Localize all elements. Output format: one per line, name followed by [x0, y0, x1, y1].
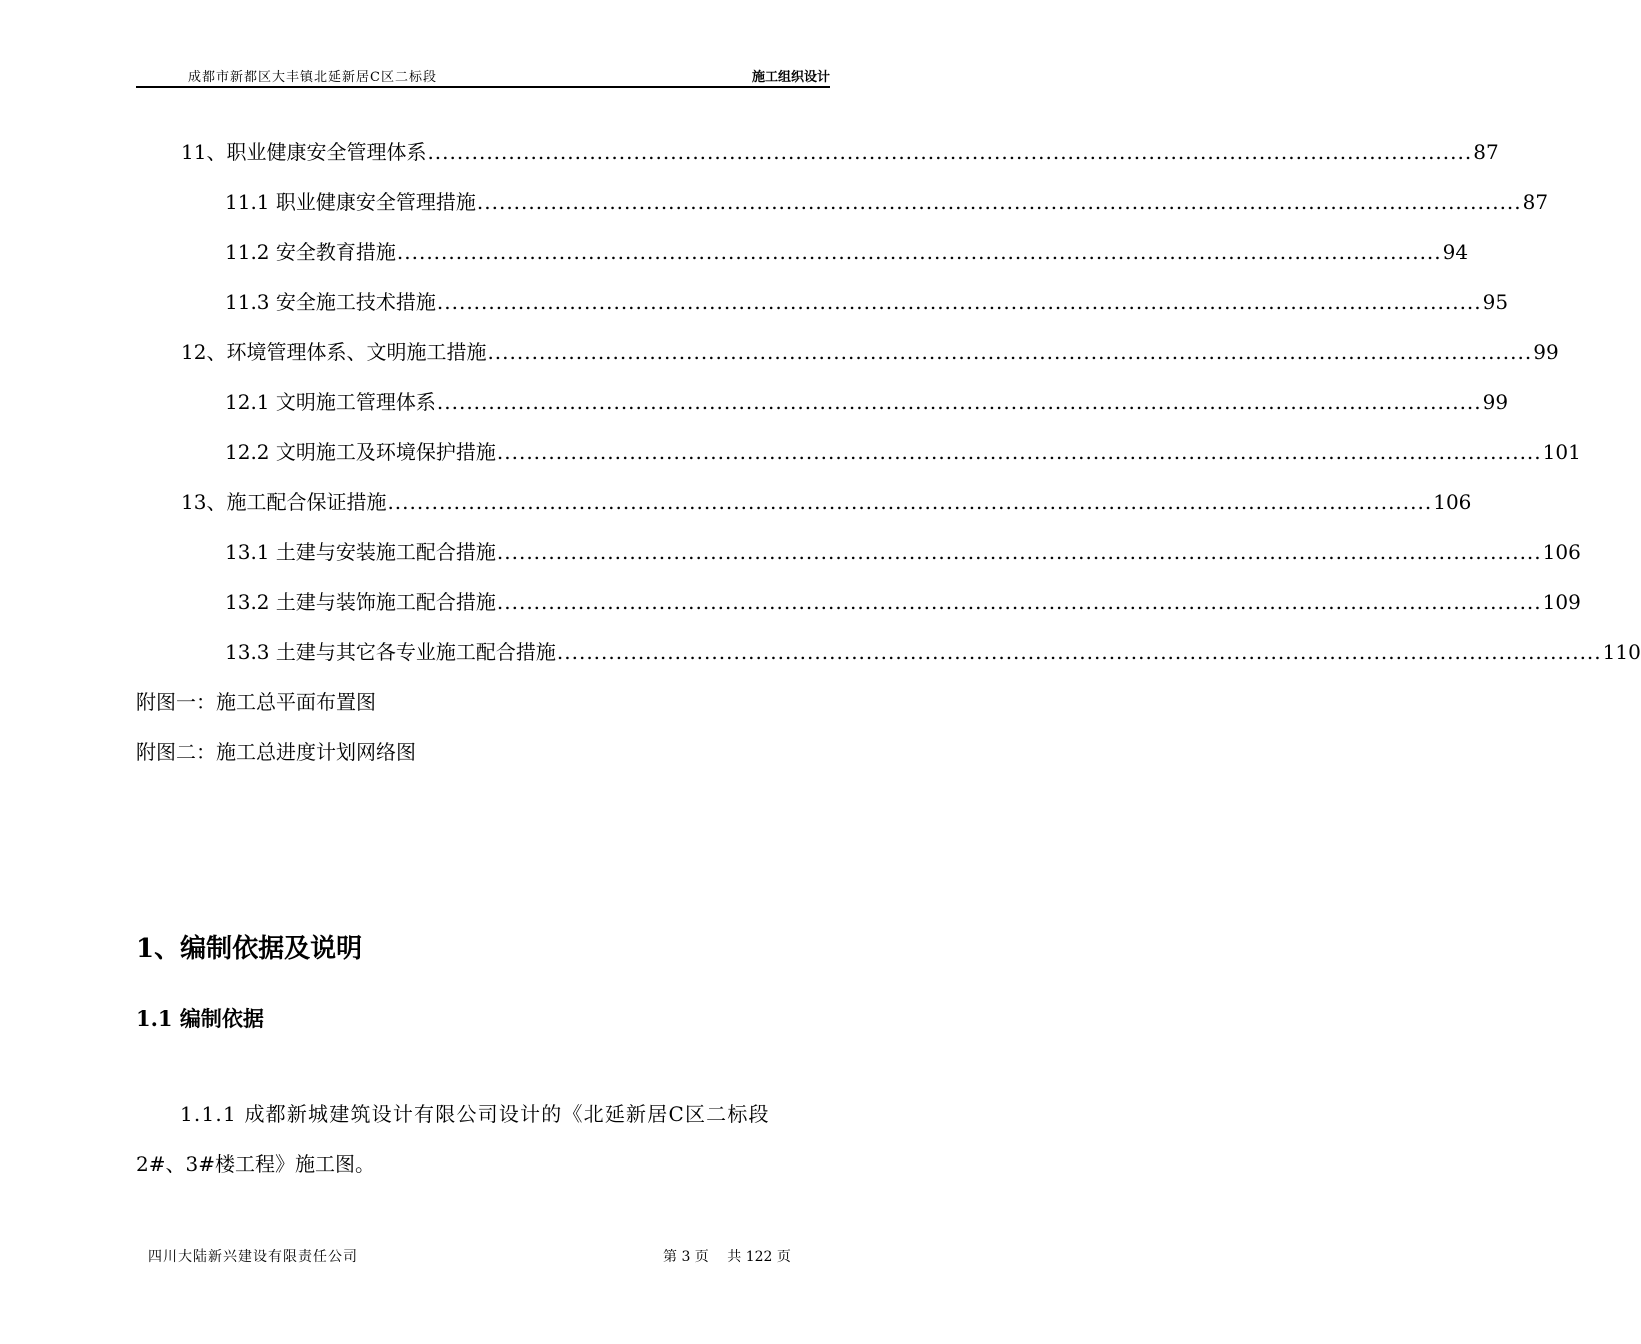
toc-entry[interactable]: [225, 586, 1581, 618]
toc-entry-page: 109: [1542, 590, 1581, 614]
paragraph-line: 2#、3#楼工程》施工图。: [136, 1152, 375, 1176]
footer-company: 四川大陆新兴建设有限责任公司: [148, 1249, 358, 1265]
toc-entry[interactable]: [181, 336, 1559, 368]
paragraph-line: 1.1.1 成都新城建筑设计有限公司设计的《北延新居C区二标段: [180, 1102, 770, 1126]
page-header: [136, 62, 830, 88]
toc-leader-dots: ..............................................................................................................................................: [436, 390, 1482, 414]
toc-entry-page: 87: [1473, 140, 1499, 164]
toc-entry-title: 13、施工配合保证措施: [181, 490, 387, 514]
toc-leader-dots: ..............................................................................................................................................: [427, 140, 1473, 164]
toc-leader-dots: ..............................................................................................................................................: [436, 290, 1482, 314]
toc-entry[interactable]: [225, 186, 1549, 218]
toc-entry-page: 95: [1482, 290, 1509, 314]
toc-leader-dots: ..............................................................................................................................................: [496, 590, 1542, 614]
toc-entry[interactable]: [225, 536, 1581, 568]
toc-entry-title: 11.3 安全施工技术措施: [225, 290, 436, 314]
toc-entry-page: 94: [1442, 240, 1469, 264]
toc-entry-title: 12.2 文明施工及环境保护措施: [225, 440, 496, 464]
toc-entry[interactable]: [225, 386, 1509, 418]
toc-entry-title: 13.3 土建与其它各专业施工配合措施: [225, 640, 556, 664]
toc-entry-page: 99: [1533, 340, 1559, 364]
toc-entry-page: 106: [1542, 540, 1581, 564]
footer-page-number: 第 3 页 共 122 页: [663, 1249, 791, 1265]
toc-leader-dots: ..............................................................................................................................................: [496, 540, 1542, 564]
toc-entry[interactable]: [225, 286, 1509, 318]
toc-entry[interactable]: [181, 136, 1499, 168]
toc-entry[interactable]: [225, 436, 1581, 468]
toc-entry-page: 110: [1602, 640, 1641, 664]
header-document-type: 施工组织设计: [751, 70, 830, 85]
subsection-heading: 1.1 编制依据: [136, 1006, 264, 1031]
toc-leader-dots: ..............................................................................................................................................: [387, 490, 1433, 514]
toc-leader-dots: ..............................................................................................................................................: [496, 440, 1542, 464]
toc-entry-page: 87: [1522, 190, 1549, 214]
toc-entry[interactable]: [225, 236, 1469, 268]
toc-entry[interactable]: [225, 636, 1641, 668]
toc-entry-title: 12、环境管理体系、文明施工措施: [181, 340, 487, 364]
toc-entry-page: 101: [1542, 440, 1581, 464]
toc-entry-title: 11、职业健康安全管理体系: [181, 140, 427, 164]
toc-leader-dots: ..............................................................................................................................................: [487, 340, 1533, 364]
appendix-item: 附图一：施工总平面布置图: [136, 690, 376, 714]
section-heading: 1、编制依据及说明: [136, 934, 363, 964]
toc-entry-title: 12.1 文明施工管理体系: [225, 390, 436, 414]
toc-entry[interactable]: [181, 486, 1472, 518]
toc-leader-dots: ..............................................................................................................................................: [476, 190, 1522, 214]
toc-leader-dots: ..............................................................................................................................................: [396, 240, 1442, 264]
header-project-title: 成都市新都区大丰镇北延新居C区二标段: [188, 70, 437, 85]
toc-entry-page: 106: [1433, 490, 1472, 514]
appendix-item: 附图二：施工总进度计划网络图: [136, 740, 416, 764]
toc-entry-page: 99: [1482, 390, 1509, 414]
toc-entry-title: 11.1 职业健康安全管理措施: [225, 190, 476, 214]
toc-entry-title: 13.2 土建与装饰施工配合措施: [225, 590, 496, 614]
toc-entry-title: 13.1 土建与安装施工配合措施: [225, 540, 496, 564]
toc-leader-dots: ..............................................................................................................................................: [556, 640, 1602, 664]
toc-entry-title: 11.2 安全教育措施: [225, 240, 396, 264]
